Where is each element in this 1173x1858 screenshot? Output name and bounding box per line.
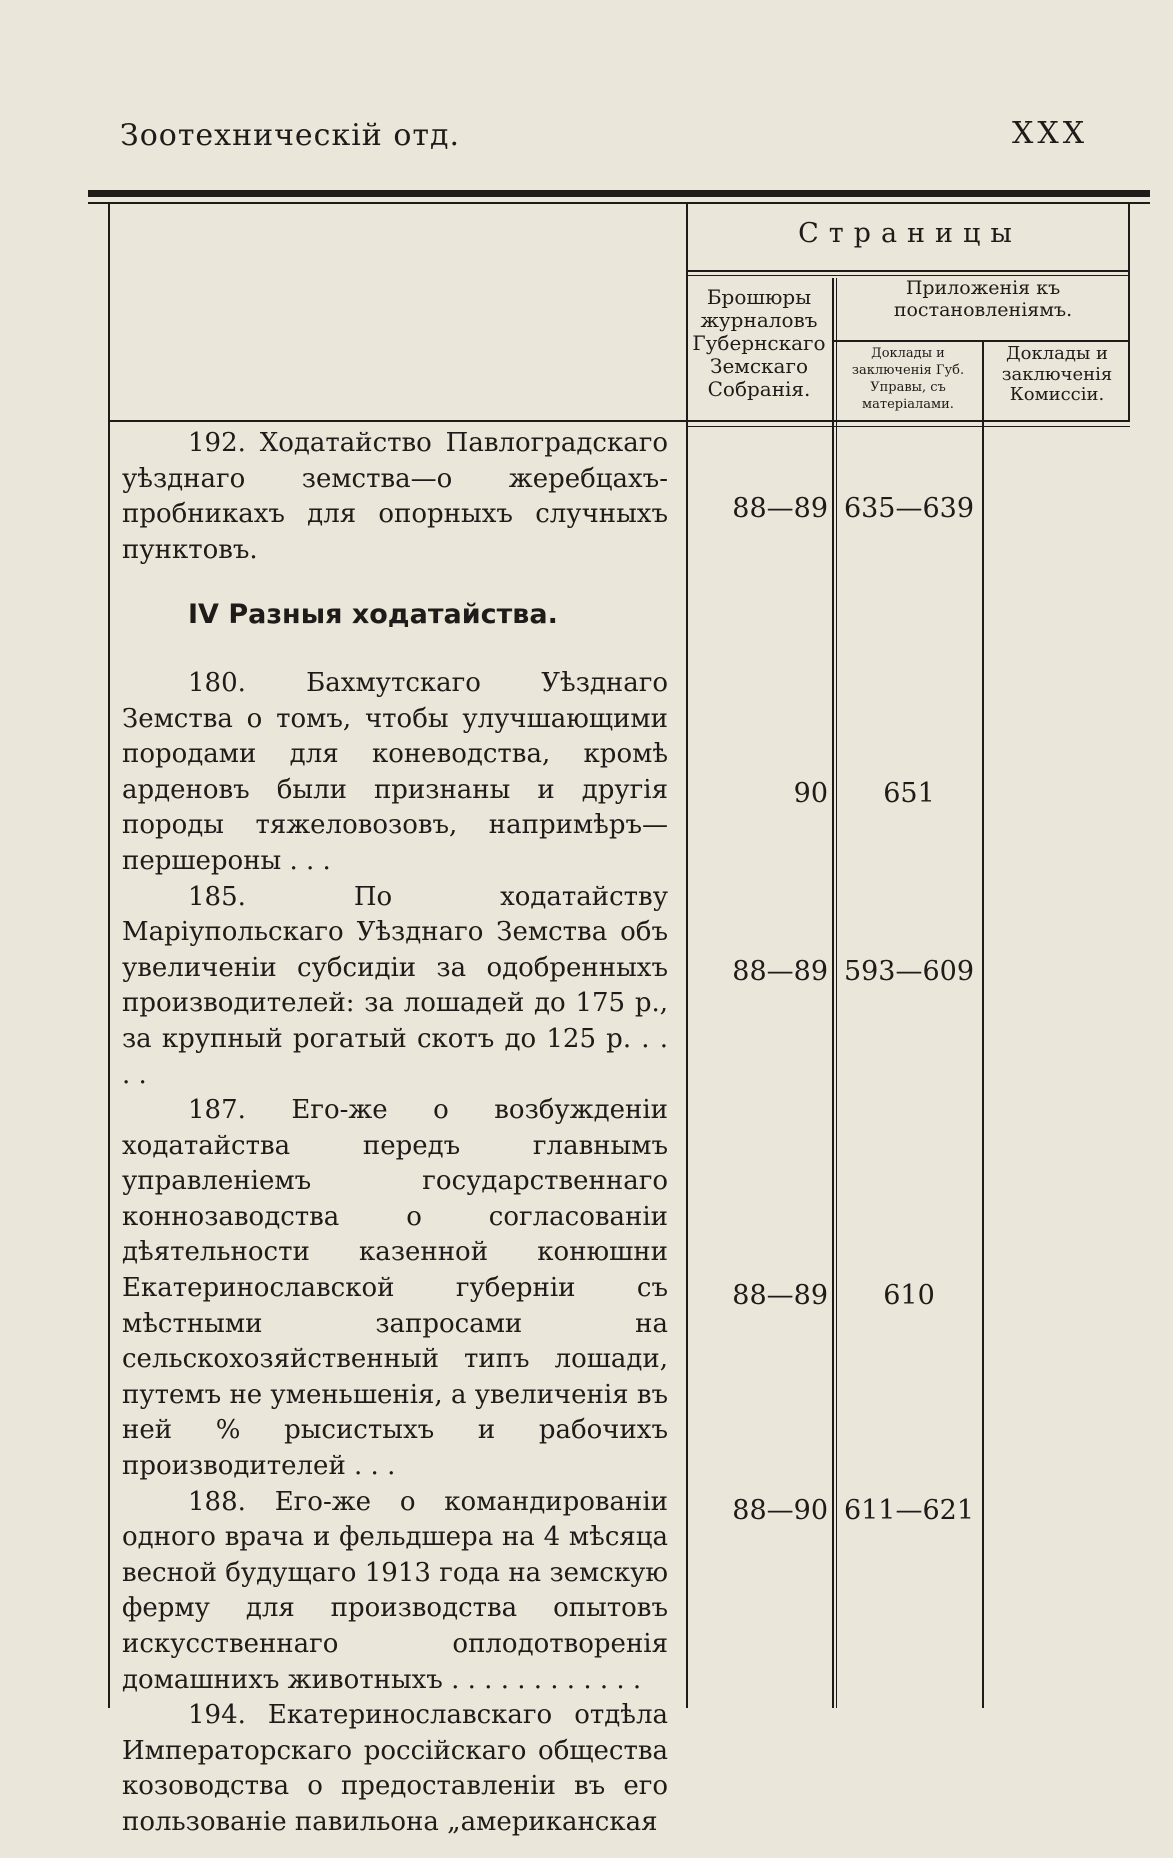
uprava-pages: 610 — [883, 1280, 935, 1311]
entries-column — [122, 426, 668, 1841]
brochure-pages: 88—89 — [732, 493, 828, 524]
pages-column-header: Страницы — [798, 218, 1022, 249]
header-rule-bottom — [108, 420, 1130, 422]
table-divider-brochures-inner — [836, 278, 837, 1708]
table-divider-brochures — [832, 278, 834, 1708]
brochure-pages: 90 — [793, 778, 828, 809]
table-divider-commission — [982, 342, 984, 1708]
running-title: Зоотехническій отд. — [120, 118, 461, 153]
uprava-pages: 611—621 — [843, 1495, 975, 1526]
header-rule-pages-inner — [686, 275, 1130, 276]
table-divider-text — [686, 204, 688, 1708]
header-rule-bottom-inner — [686, 426, 1130, 427]
section-heading: IV Разныя ходатайства. — [188, 599, 558, 631]
table-left-border — [108, 204, 110, 1708]
uprava-pages: 635—639 — [843, 493, 975, 524]
uprava-pages: 593—609 — [843, 956, 975, 987]
brochure-pages: 88—89 — [732, 956, 828, 987]
brochure-pages: 88—89 — [732, 1280, 828, 1311]
commission-reports-column-header: Доклады и заключенія Комиссіи. — [1001, 343, 1113, 406]
page-number: XXX — [1012, 116, 1089, 151]
brochure-pages: 88—90 — [732, 1495, 828, 1526]
entry-194: 194. Екатеринославскаго отдѣла Императорскаго россійскаго общества козоводства о предоставленіи въ его пользованіе павильона „американская — [122, 1700, 668, 1837]
header-rule — [88, 190, 1150, 197]
header-rule-thin — [88, 202, 1150, 204]
entry-180: 180. Бахмутскаго Уѣзднаго Земства о томъ, чтобы улучшающими породами для коневодства, кромѣ арденовъ были признаны и другія породы тяжеловозовъ, напримѣръ—першероны . . . — [122, 667, 668, 876]
uprava-reports-column-header: Доклады и заключенія Губ. Управы, съ матеріалами. — [851, 346, 965, 412]
entry-192: 192. Ходатайство Павлоградскаго уѣзднаго земства—о жеребцахъ-пробникахъ для опорныхъ случныхъ пунктовъ. — [122, 428, 668, 565]
brochures-column-header: Брошюры журналовъ Губернскаго Земскаго Собранія. — [692, 285, 826, 401]
header-rule-pages — [686, 270, 1130, 272]
entry-187: 187. Его-же о возбужденіи ходатайства передъ главнымъ управленіемъ государственнаго коннозаводства о согласованіи дѣятельности казенной конюшни Екатеринославской губерніи съ мѣстными запросами на сельскохозяйственный типъ лошади, путемъ не уменьшенія, а увеличенія въ ней % рысистыхъ и рабочихъ производителей . . . — [122, 1095, 668, 1482]
header-rule-appendices — [834, 340, 1130, 342]
uprava-pages: 651 — [883, 778, 935, 809]
entry-188: 188. Его-же о командированіи одного врача и фельдшера на 4 мѣсяца весной будущаго 1913 года на земскую ферму для производства опытовъ искусственнаго оплодотворенія домашнихъ животныхъ . . . . . . . . . . . . — [122, 1486, 668, 1695]
appendices-column-header: Приложенія къ постановленіямъ. — [893, 277, 1073, 321]
entry-185: 185. По ходатайству Маріупольскаго Уѣзднаго Земства объ увеличеніи субсидіи за одобренныхъ производителей: за лошадей до 175 р., за крупный рогатый скотъ до 125 р. . . . . — [122, 881, 668, 1090]
